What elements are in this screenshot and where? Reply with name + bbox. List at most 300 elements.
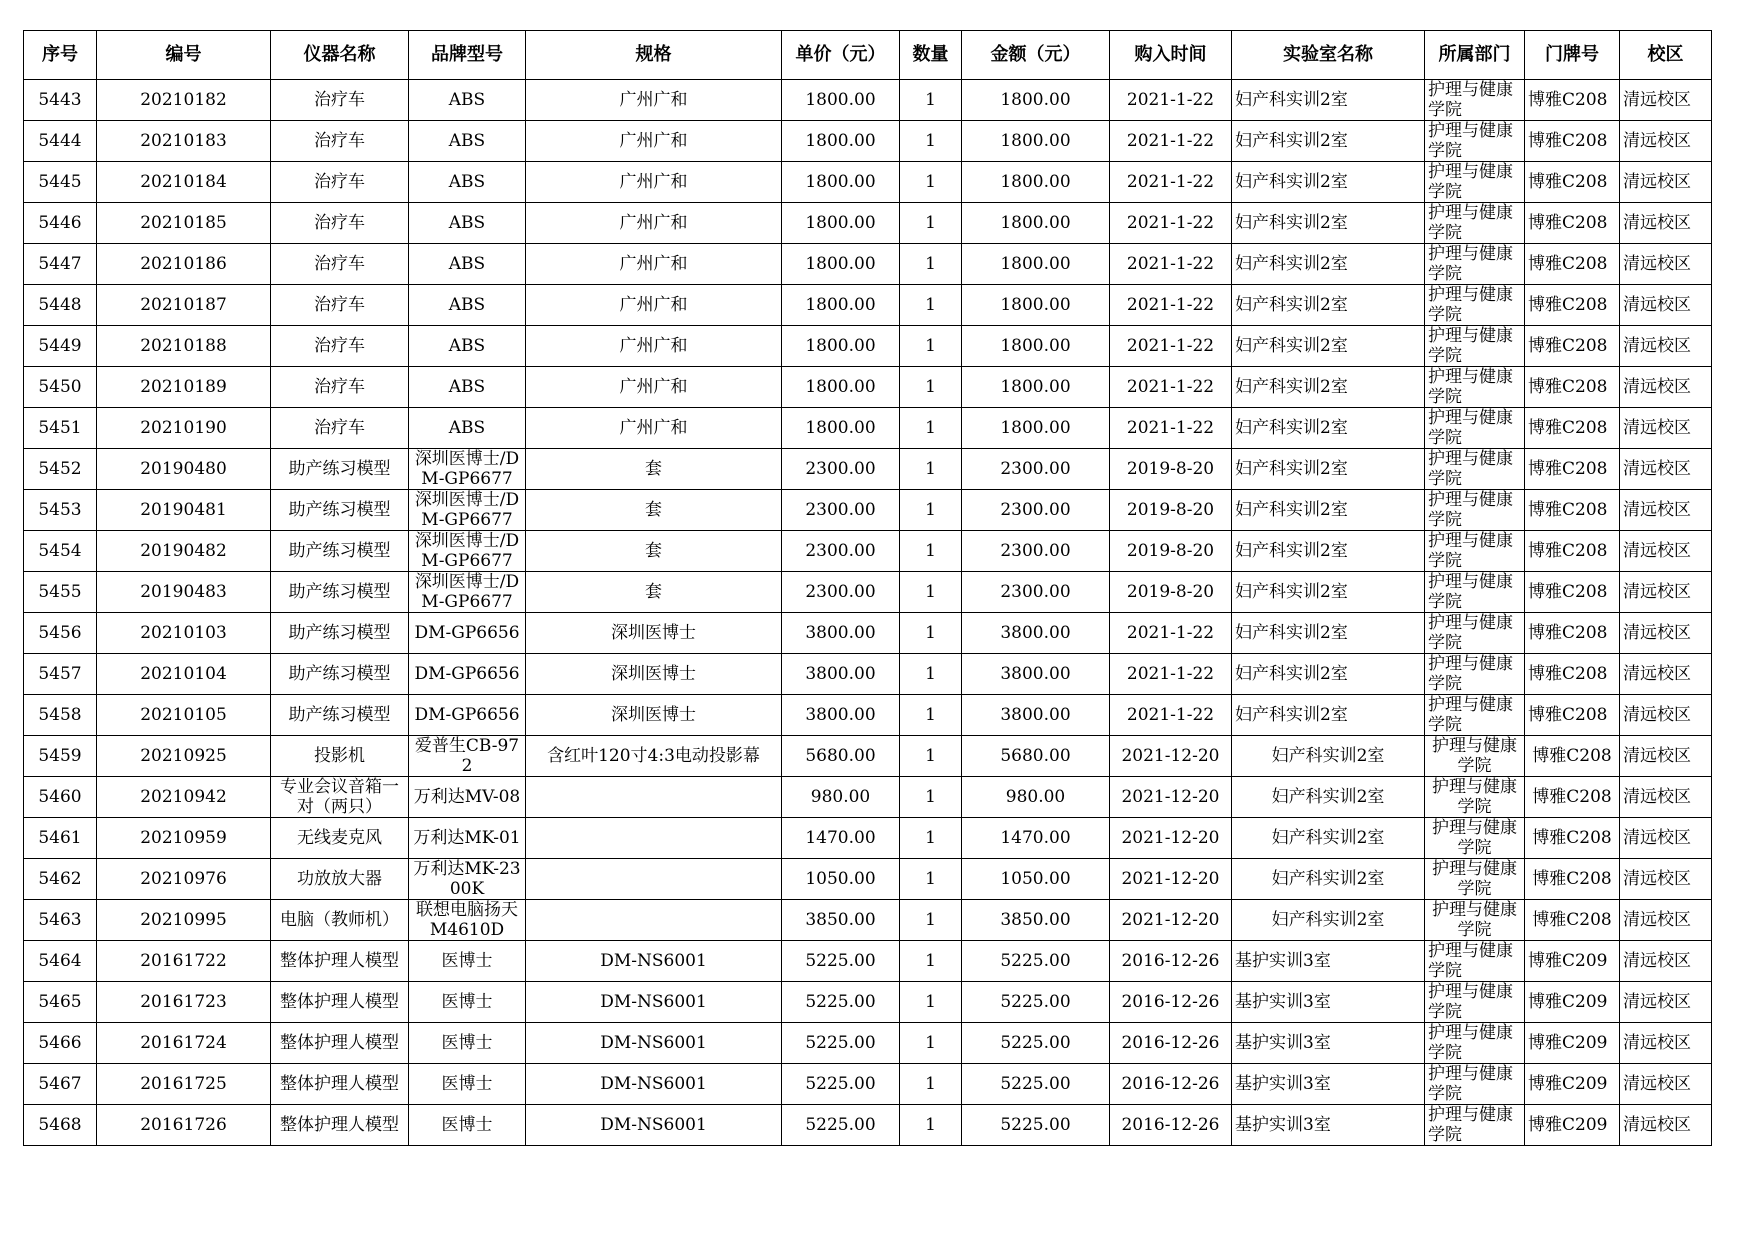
table-row — [24, 162, 1712, 203]
cell-campus: 清远校区 — [1620, 695, 1712, 736]
cell-qty: 1 — [900, 531, 962, 572]
cell-brand: ABS — [409, 367, 526, 408]
table-row — [24, 408, 1712, 449]
cell-seq: 5449 — [24, 326, 97, 367]
cell-lab: 妇产科实训2室 — [1232, 449, 1425, 490]
cell-date: 2021-12-20 — [1110, 859, 1232, 900]
cell-name: 助产练习模型 — [271, 654, 409, 695]
cell-dept: 护理与健康学院 — [1425, 449, 1525, 490]
cell-code: 20190481 — [97, 490, 271, 531]
table-row — [24, 367, 1712, 408]
cell-code: 20210189 — [97, 367, 271, 408]
header-spec: 规格 — [526, 31, 782, 80]
cell-amount: 5225.00 — [962, 941, 1110, 982]
cell-code: 20161723 — [97, 982, 271, 1023]
cell-name: 助产练习模型 — [271, 449, 409, 490]
table-body — [24, 80, 1712, 1146]
cell-seq: 5463 — [24, 900, 97, 941]
cell-room: 博雅C208 — [1525, 326, 1620, 367]
cell-qty: 1 — [900, 490, 962, 531]
table-row — [24, 859, 1712, 900]
cell-price: 1800.00 — [782, 285, 900, 326]
cell-date: 2021-12-20 — [1110, 777, 1232, 818]
cell-qty: 1 — [900, 203, 962, 244]
cell-spec: DM-NS6001 — [526, 941, 782, 982]
cell-date: 2021-12-20 — [1110, 900, 1232, 941]
cell-seq: 5448 — [24, 285, 97, 326]
cell-price: 1800.00 — [782, 244, 900, 285]
cell-campus: 清远校区 — [1620, 1064, 1712, 1105]
cell-brand: 医博士 — [409, 1023, 526, 1064]
cell-dept: 护理与健康学院 — [1425, 490, 1525, 531]
table-row — [24, 1064, 1712, 1105]
table-row — [24, 941, 1712, 982]
table-row — [24, 203, 1712, 244]
cell-price: 5225.00 — [782, 941, 900, 982]
cell-seq: 5445 — [24, 162, 97, 203]
cell-room: 博雅C208 — [1525, 490, 1620, 531]
cell-qty: 1 — [900, 285, 962, 326]
cell-amount: 1800.00 — [962, 203, 1110, 244]
cell-lab: 妇产科实训2室 — [1232, 367, 1425, 408]
cell-dept: 护理与健康学院 — [1425, 654, 1525, 695]
cell-qty: 1 — [900, 244, 962, 285]
cell-lab: 妇产科实训2室 — [1232, 408, 1425, 449]
cell-date: 2021-12-20 — [1110, 736, 1232, 777]
cell-spec: 广州广和 — [526, 326, 782, 367]
cell-spec — [526, 900, 782, 941]
cell-campus: 清远校区 — [1620, 162, 1712, 203]
cell-price: 3800.00 — [782, 613, 900, 654]
cell-spec: 广州广和 — [526, 203, 782, 244]
cell-seq: 5454 — [24, 531, 97, 572]
cell-amount: 1800.00 — [962, 244, 1110, 285]
cell-date: 2021-1-22 — [1110, 121, 1232, 162]
cell-name: 整体护理人模型 — [271, 1064, 409, 1105]
cell-spec: 套 — [526, 449, 782, 490]
cell-amount: 2300.00 — [962, 572, 1110, 613]
cell-name: 治疗车 — [271, 285, 409, 326]
cell-campus: 清远校区 — [1620, 449, 1712, 490]
table-row — [24, 1105, 1712, 1146]
cell-code: 20161724 — [97, 1023, 271, 1064]
table-row — [24, 572, 1712, 613]
cell-campus: 清远校区 — [1620, 777, 1712, 818]
cell-name: 整体护理人模型 — [271, 982, 409, 1023]
cell-code: 20210104 — [97, 654, 271, 695]
cell-room: 博雅C208 — [1525, 80, 1620, 121]
cell-spec: 广州广和 — [526, 408, 782, 449]
cell-amount: 1800.00 — [962, 162, 1110, 203]
cell-dept: 护理与健康学院 — [1425, 941, 1525, 982]
cell-campus: 清远校区 — [1620, 900, 1712, 941]
cell-lab: 基护实训3室 — [1232, 1064, 1425, 1105]
cell-name: 治疗车 — [271, 203, 409, 244]
cell-date: 2021-1-22 — [1110, 613, 1232, 654]
cell-seq: 5443 — [24, 80, 97, 121]
cell-date: 2021-1-22 — [1110, 367, 1232, 408]
cell-seq: 5457 — [24, 654, 97, 695]
cell-campus: 清远校区 — [1620, 121, 1712, 162]
cell-code: 20161725 — [97, 1064, 271, 1105]
cell-seq: 5456 — [24, 613, 97, 654]
cell-date: 2021-12-20 — [1110, 818, 1232, 859]
cell-seq: 5467 — [24, 1064, 97, 1105]
cell-room: 博雅C208 — [1525, 859, 1620, 900]
cell-seq: 5464 — [24, 941, 97, 982]
cell-amount: 1050.00 — [962, 859, 1110, 900]
cell-name: 电脑（教师机） — [271, 900, 409, 941]
cell-brand: ABS — [409, 121, 526, 162]
cell-lab: 妇产科实训2室 — [1232, 162, 1425, 203]
cell-qty: 1 — [900, 449, 962, 490]
cell-brand: 万利达MK-01 — [409, 818, 526, 859]
cell-brand: ABS — [409, 203, 526, 244]
cell-name: 专业会议音箱一对（两只） — [271, 777, 409, 818]
cell-price: 2300.00 — [782, 490, 900, 531]
cell-spec: DM-NS6001 — [526, 982, 782, 1023]
cell-qty: 1 — [900, 1105, 962, 1146]
cell-campus: 清远校区 — [1620, 859, 1712, 900]
cell-brand: DM-GP6656 — [409, 613, 526, 654]
cell-qty: 1 — [900, 1023, 962, 1064]
cell-qty: 1 — [900, 1064, 962, 1105]
cell-name: 助产练习模型 — [271, 695, 409, 736]
cell-lab: 妇产科实训2室 — [1232, 285, 1425, 326]
cell-name: 助产练习模型 — [271, 490, 409, 531]
cell-lab: 妇产科实训2室 — [1232, 859, 1425, 900]
header-name: 仪器名称 — [271, 31, 409, 80]
table-row — [24, 900, 1712, 941]
cell-name: 治疗车 — [271, 367, 409, 408]
cell-price: 3800.00 — [782, 695, 900, 736]
cell-room: 博雅C208 — [1525, 244, 1620, 285]
cell-name: 助产练习模型 — [271, 531, 409, 572]
table-row — [24, 449, 1712, 490]
table-row — [24, 326, 1712, 367]
cell-dept: 护理与健康学院 — [1425, 900, 1525, 941]
cell-seq: 5455 — [24, 572, 97, 613]
cell-lab: 妇产科实训2室 — [1232, 654, 1425, 695]
header-row — [24, 31, 1712, 80]
cell-amount: 1800.00 — [962, 326, 1110, 367]
cell-room: 博雅C208 — [1525, 900, 1620, 941]
cell-seq: 5462 — [24, 859, 97, 900]
cell-lab: 妇产科实训2室 — [1232, 490, 1425, 531]
cell-seq: 5460 — [24, 777, 97, 818]
cell-lab: 妇产科实训2室 — [1232, 531, 1425, 572]
cell-brand: 深圳医博士/DM-GP6677 — [409, 531, 526, 572]
cell-lab: 妇产科实训2室 — [1232, 695, 1425, 736]
cell-code: 20210959 — [97, 818, 271, 859]
cell-dept: 护理与健康学院 — [1425, 1105, 1525, 1146]
cell-campus: 清远校区 — [1620, 613, 1712, 654]
cell-campus: 清远校区 — [1620, 285, 1712, 326]
cell-code: 20210183 — [97, 121, 271, 162]
cell-dept: 护理与健康学院 — [1425, 777, 1525, 818]
cell-name: 投影机 — [271, 736, 409, 777]
header-campus: 校区 — [1620, 31, 1712, 80]
cell-price: 5225.00 — [782, 1064, 900, 1105]
cell-seq: 5466 — [24, 1023, 97, 1064]
cell-spec — [526, 818, 782, 859]
cell-brand: 万利达MK-2300K — [409, 859, 526, 900]
cell-spec: 深圳医博士 — [526, 654, 782, 695]
cell-spec — [526, 859, 782, 900]
cell-seq: 5459 — [24, 736, 97, 777]
cell-dept: 护理与健康学院 — [1425, 244, 1525, 285]
cell-lab: 基护实训3室 — [1232, 982, 1425, 1023]
cell-price: 3850.00 — [782, 900, 900, 941]
cell-date: 2021-1-22 — [1110, 654, 1232, 695]
cell-code: 20210942 — [97, 777, 271, 818]
cell-dept: 护理与健康学院 — [1425, 367, 1525, 408]
cell-campus: 清远校区 — [1620, 572, 1712, 613]
cell-dept: 护理与健康学院 — [1425, 408, 1525, 449]
cell-brand: ABS — [409, 80, 526, 121]
cell-name: 助产练习模型 — [271, 572, 409, 613]
cell-spec: 广州广和 — [526, 162, 782, 203]
table-row — [24, 818, 1712, 859]
cell-price: 2300.00 — [782, 531, 900, 572]
cell-date: 2019-8-20 — [1110, 531, 1232, 572]
cell-spec: 含红叶120寸4:3电动投影幕 — [526, 736, 782, 777]
cell-brand: 医博士 — [409, 1105, 526, 1146]
cell-seq: 5468 — [24, 1105, 97, 1146]
cell-campus: 清远校区 — [1620, 941, 1712, 982]
cell-amount: 5225.00 — [962, 1064, 1110, 1105]
cell-dept: 护理与健康学院 — [1425, 203, 1525, 244]
cell-amount: 2300.00 — [962, 449, 1110, 490]
cell-seq: 5444 — [24, 121, 97, 162]
cell-amount: 1800.00 — [962, 80, 1110, 121]
cell-amount: 5680.00 — [962, 736, 1110, 777]
header-price: 单价（元） — [782, 31, 900, 80]
cell-brand: 爱普生CB-972 — [409, 736, 526, 777]
table-header — [24, 31, 1712, 80]
table-row — [24, 121, 1712, 162]
cell-dept: 护理与健康学院 — [1425, 695, 1525, 736]
cell-dept: 护理与健康学院 — [1425, 1064, 1525, 1105]
cell-room: 博雅C209 — [1525, 1105, 1620, 1146]
cell-code: 20210925 — [97, 736, 271, 777]
cell-date: 2021-1-22 — [1110, 203, 1232, 244]
cell-amount: 2300.00 — [962, 490, 1110, 531]
cell-spec: 广州广和 — [526, 285, 782, 326]
cell-qty: 1 — [900, 941, 962, 982]
cell-qty: 1 — [900, 121, 962, 162]
cell-brand: 深圳医博士/DM-GP6677 — [409, 490, 526, 531]
cell-qty: 1 — [900, 408, 962, 449]
cell-campus: 清远校区 — [1620, 1023, 1712, 1064]
cell-seq: 5458 — [24, 695, 97, 736]
cell-code: 20210184 — [97, 162, 271, 203]
header-qty: 数量 — [900, 31, 962, 80]
cell-room: 博雅C208 — [1525, 572, 1620, 613]
cell-amount: 5225.00 — [962, 1023, 1110, 1064]
cell-campus: 清远校区 — [1620, 80, 1712, 121]
cell-campus: 清远校区 — [1620, 736, 1712, 777]
cell-name: 整体护理人模型 — [271, 1105, 409, 1146]
table-row — [24, 654, 1712, 695]
cell-code: 20190482 — [97, 531, 271, 572]
cell-code: 20210185 — [97, 203, 271, 244]
cell-campus: 清远校区 — [1620, 408, 1712, 449]
cell-price: 980.00 — [782, 777, 900, 818]
cell-seq: 5453 — [24, 490, 97, 531]
table-row — [24, 80, 1712, 121]
cell-dept: 护理与健康学院 — [1425, 326, 1525, 367]
header-room: 门牌号 — [1525, 31, 1620, 80]
table-row — [24, 736, 1712, 777]
cell-code: 20210976 — [97, 859, 271, 900]
cell-qty: 1 — [900, 367, 962, 408]
cell-dept: 护理与健康学院 — [1425, 818, 1525, 859]
cell-code: 20210182 — [97, 80, 271, 121]
cell-price: 3800.00 — [782, 654, 900, 695]
cell-brand: ABS — [409, 408, 526, 449]
cell-price: 1800.00 — [782, 408, 900, 449]
cell-campus: 清远校区 — [1620, 818, 1712, 859]
cell-name: 功放放大器 — [271, 859, 409, 900]
cell-name: 治疗车 — [271, 121, 409, 162]
cell-amount: 3800.00 — [962, 613, 1110, 654]
cell-date: 2021-1-22 — [1110, 285, 1232, 326]
cell-name: 治疗车 — [271, 162, 409, 203]
cell-room: 博雅C209 — [1525, 982, 1620, 1023]
cell-date: 2021-1-22 — [1110, 244, 1232, 285]
cell-code: 20161722 — [97, 941, 271, 982]
cell-qty: 1 — [900, 326, 962, 367]
cell-amount: 1800.00 — [962, 285, 1110, 326]
table-row — [24, 531, 1712, 572]
cell-brand: ABS — [409, 162, 526, 203]
cell-spec: 广州广和 — [526, 244, 782, 285]
cell-spec: 深圳医博士 — [526, 695, 782, 736]
cell-room: 博雅C208 — [1525, 531, 1620, 572]
cell-code: 20210188 — [97, 326, 271, 367]
cell-price: 1800.00 — [782, 367, 900, 408]
cell-price: 1050.00 — [782, 859, 900, 900]
cell-lab: 妇产科实训2室 — [1232, 777, 1425, 818]
cell-amount: 1470.00 — [962, 818, 1110, 859]
cell-code: 20210103 — [97, 613, 271, 654]
cell-seq: 5465 — [24, 982, 97, 1023]
cell-qty: 1 — [900, 900, 962, 941]
cell-qty: 1 — [900, 654, 962, 695]
cell-spec: 广州广和 — [526, 80, 782, 121]
header-lab: 实验室名称 — [1232, 31, 1425, 80]
cell-name: 治疗车 — [271, 244, 409, 285]
cell-code: 20161726 — [97, 1105, 271, 1146]
cell-price: 1800.00 — [782, 121, 900, 162]
cell-price: 5225.00 — [782, 1105, 900, 1146]
cell-amount: 1800.00 — [962, 408, 1110, 449]
cell-qty: 1 — [900, 818, 962, 859]
header-brand: 品牌型号 — [409, 31, 526, 80]
cell-brand: DM-GP6656 — [409, 654, 526, 695]
cell-date: 2021-1-22 — [1110, 326, 1232, 367]
cell-spec: DM-NS6001 — [526, 1105, 782, 1146]
cell-amount: 2300.00 — [962, 531, 1110, 572]
cell-amount: 3800.00 — [962, 695, 1110, 736]
cell-code: 20210186 — [97, 244, 271, 285]
cell-room: 博雅C208 — [1525, 818, 1620, 859]
cell-lab: 妇产科实训2室 — [1232, 80, 1425, 121]
cell-dept: 护理与健康学院 — [1425, 531, 1525, 572]
cell-dept: 护理与健康学院 — [1425, 162, 1525, 203]
cell-price: 1800.00 — [782, 203, 900, 244]
cell-qty: 1 — [900, 613, 962, 654]
cell-qty: 1 — [900, 982, 962, 1023]
cell-price: 2300.00 — [782, 449, 900, 490]
cell-dept: 护理与健康学院 — [1425, 285, 1525, 326]
cell-room: 博雅C208 — [1525, 367, 1620, 408]
cell-brand: ABS — [409, 285, 526, 326]
cell-price: 5225.00 — [782, 1023, 900, 1064]
cell-lab: 妇产科实训2室 — [1232, 900, 1425, 941]
cell-room: 博雅C208 — [1525, 777, 1620, 818]
cell-date: 2016-12-26 — [1110, 941, 1232, 982]
cell-date: 2021-1-22 — [1110, 162, 1232, 203]
cell-name: 治疗车 — [271, 408, 409, 449]
cell-qty: 1 — [900, 859, 962, 900]
table-row — [24, 777, 1712, 818]
cell-price: 1800.00 — [782, 326, 900, 367]
cell-lab: 妇产科实训2室 — [1232, 613, 1425, 654]
cell-brand: 深圳医博士/DM-GP6677 — [409, 572, 526, 613]
cell-spec: DM-NS6001 — [526, 1023, 782, 1064]
cell-campus: 清远校区 — [1620, 531, 1712, 572]
cell-amount: 3850.00 — [962, 900, 1110, 941]
cell-code: 20210190 — [97, 408, 271, 449]
cell-brand: DM-GP6656 — [409, 695, 526, 736]
cell-campus: 清远校区 — [1620, 203, 1712, 244]
table-row — [24, 490, 1712, 531]
cell-spec: 广州广和 — [526, 367, 782, 408]
cell-campus: 清远校区 — [1620, 326, 1712, 367]
cell-amount: 3800.00 — [962, 654, 1110, 695]
cell-campus: 清远校区 — [1620, 244, 1712, 285]
table-row — [24, 613, 1712, 654]
cell-seq: 5451 — [24, 408, 97, 449]
cell-date: 2021-1-22 — [1110, 80, 1232, 121]
cell-room: 博雅C208 — [1525, 695, 1620, 736]
header-code: 编号 — [97, 31, 271, 80]
cell-room: 博雅C208 — [1525, 203, 1620, 244]
cell-amount: 980.00 — [962, 777, 1110, 818]
header-seq: 序号 — [24, 31, 97, 80]
cell-lab: 基护实训3室 — [1232, 1105, 1425, 1146]
cell-campus: 清远校区 — [1620, 490, 1712, 531]
cell-date: 2021-1-22 — [1110, 408, 1232, 449]
cell-seq: 5450 — [24, 367, 97, 408]
cell-amount: 1800.00 — [962, 367, 1110, 408]
cell-seq: 5446 — [24, 203, 97, 244]
cell-name: 整体护理人模型 — [271, 941, 409, 982]
cell-spec: 套 — [526, 490, 782, 531]
cell-lab: 妇产科实训2室 — [1232, 572, 1425, 613]
cell-lab: 妇产科实训2室 — [1232, 121, 1425, 162]
cell-spec — [526, 777, 782, 818]
cell-code: 20190483 — [97, 572, 271, 613]
cell-date: 2016-12-26 — [1110, 1023, 1232, 1064]
header-amount: 金额（元） — [962, 31, 1110, 80]
cell-brand: 联想电脑扬天M4610D — [409, 900, 526, 941]
cell-campus: 清远校区 — [1620, 1105, 1712, 1146]
cell-lab: 妇产科实训2室 — [1232, 818, 1425, 859]
cell-qty: 1 — [900, 80, 962, 121]
